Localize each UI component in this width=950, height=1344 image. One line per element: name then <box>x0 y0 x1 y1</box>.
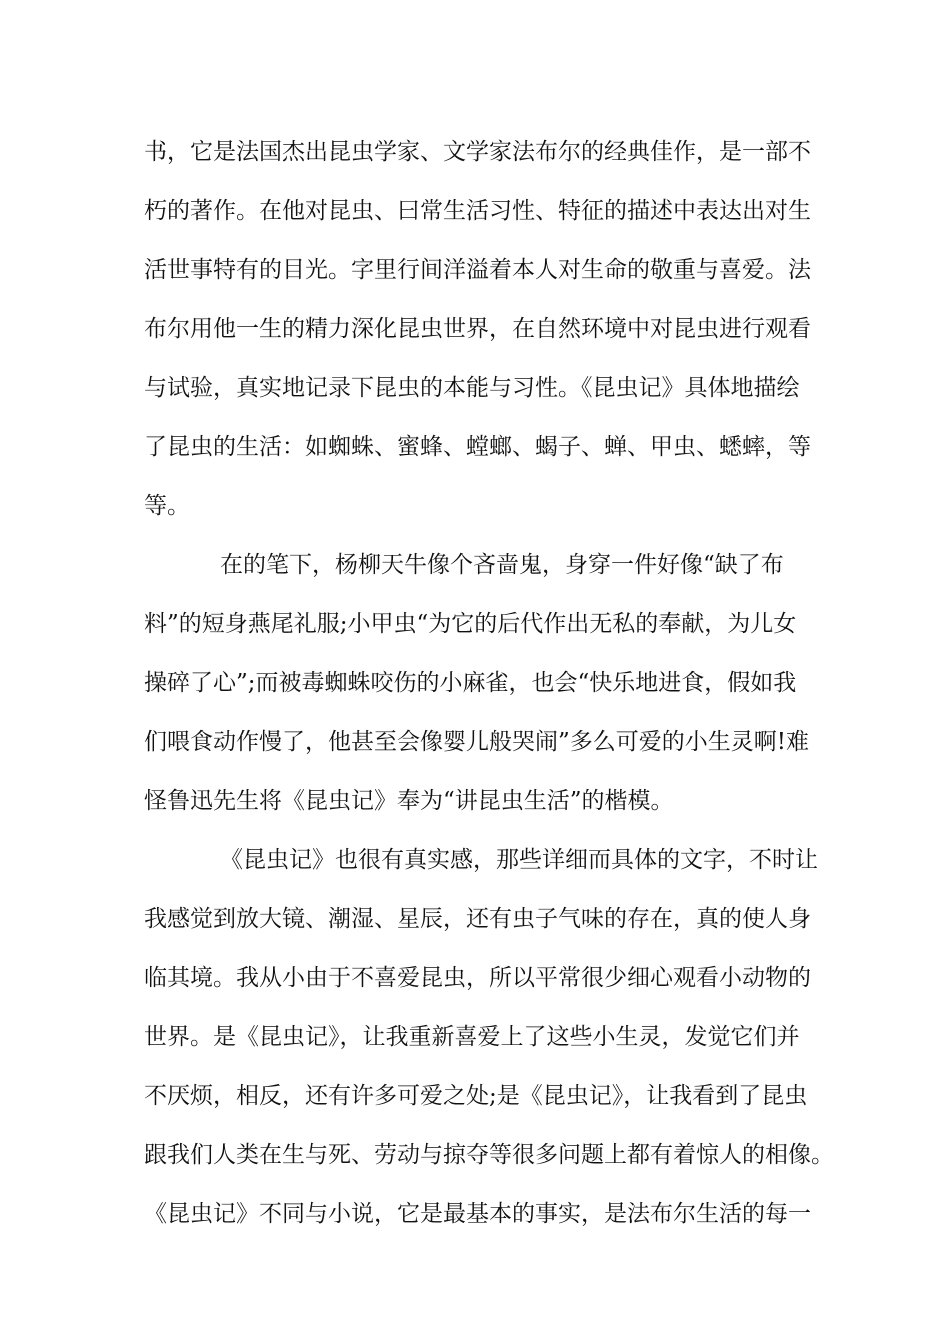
text-line: 等。 <box>144 493 190 519</box>
text-line: 书，它是法国杰出昆虫学家、文学家法布尔的经典佳作，是一部不 <box>144 139 811 165</box>
text-line: 《昆虫记》也很有真实感，那些详细而具体的文字，不时让 <box>220 847 818 873</box>
text-line: 与试验，真实地记录下昆虫的本能与习性。《昆虫记》具体地描绘 <box>144 375 800 401</box>
text-line: 料”的短身燕尾礼服;小甲虫“为它的后代作出无私的奉献，为儿女 <box>144 611 797 637</box>
text-line: 临其境。我从小由于不喜爱昆虫，所以平常很少细心观看小动物的 <box>144 965 811 991</box>
text-line: 布尔用他一生的精力深化昆虫世界，在自然环境中对昆虫进行观看 <box>144 316 811 342</box>
text-line: 怪鲁迅先生将《昆虫记》奉为“讲昆虫生活”的楷模。 <box>144 788 674 814</box>
text-line: 我感觉到放大镜、潮湿、星辰，还有虫子气味的存在，真的使人身 <box>144 906 811 932</box>
text-line: 朽的著作。在他对昆虫、曰常生活习性、特征的描述中表达出对生 <box>144 198 811 224</box>
text-line: 不厌烦，相反，还有许多可爱之处;是《昆虫记》，让我看到了昆虫 <box>144 1083 808 1109</box>
text-line: 操碎了心”;而被毒蜘蛛咬伤的小麻雀，也会“快乐地进食，假如我 <box>144 670 797 696</box>
text-line: 世界。是《昆虫记》，让我重新喜爱上了这些小生灵，发觉它们并 <box>144 1024 800 1050</box>
text-line: 了昆虫的生活：如蜘蛛、蜜蜂、螳螂、蝎子、蝉、甲虫、蟋蟀，等 <box>144 434 811 460</box>
text-line: 在的笔下，杨柳天牛像个吝啬鬼，身穿一件好像“缺了布 <box>220 552 784 578</box>
text-line: 活世事特有的目光。字里行间洋溢着本人对生命的敬重与喜爱。法 <box>144 257 811 283</box>
text-line: 跟我们人类在生与死、劳动与掠夺等很多问题上都有着惊人的相像。 <box>144 1142 834 1168</box>
text-line: 们喂食动作慢了，他甚至会像婴儿般哭闹”多么可爱的小生灵啊!难 <box>144 729 810 755</box>
text-line: 《昆虫记》不同与小说，它是最基本的事实，是法布尔生活的每一 <box>144 1201 811 1227</box>
